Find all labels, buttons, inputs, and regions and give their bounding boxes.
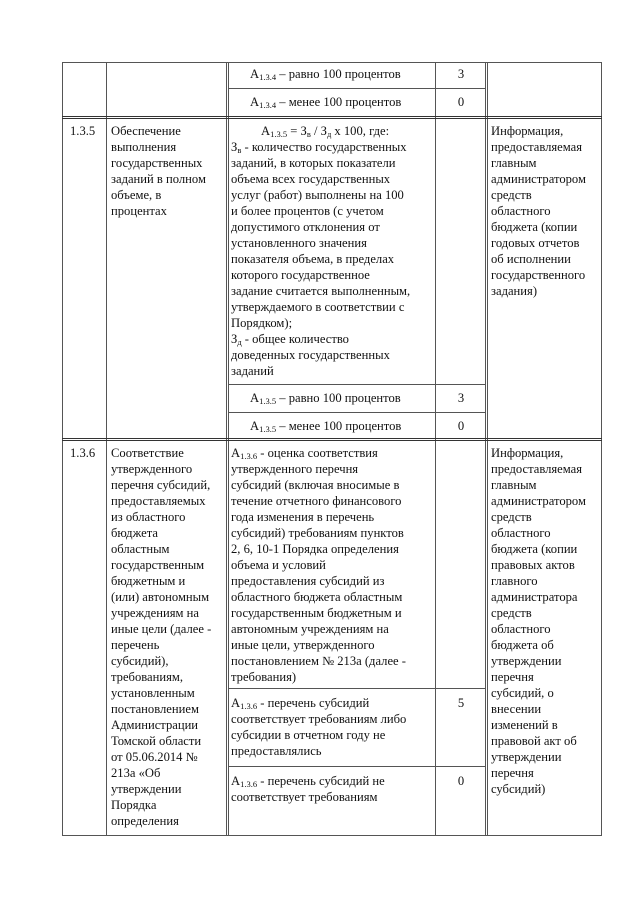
column-divider-score-right bbox=[485, 62, 488, 835]
table-top-border bbox=[62, 62, 602, 63]
row-divider bbox=[62, 118, 602, 119]
score-value: 3 bbox=[457, 391, 465, 405]
row-number: 1.3.5 bbox=[70, 124, 96, 138]
table-bottom-border bbox=[62, 835, 602, 836]
row-divider bbox=[229, 384, 486, 385]
table-border-left bbox=[62, 62, 63, 835]
row-number: 1.3.6 bbox=[70, 446, 96, 460]
row-divider bbox=[229, 688, 486, 689]
score-value: 5 bbox=[457, 696, 465, 710]
document-page: $А_{1.3.4}$ – равно 100 процентов 3 $А_{1.3.4}$ – менее 100 процентов 0 1.3.5 Обеспечение выполнения государственных заданий в полном объеме, в процентах $А_{1.3.5} = З_в / З_д$ х 100, где: $З_в$ - количество государственных заданий, в которых показатели объема всех государственных услуг (работ) выполнены на 100 и более процентов (с учетом допустимого отклонения от установленного значения показателя объема, в пределах которого государственное задание считается выполненным, утверждаемого в соответствии с Порядком); $З_д$ - общее количество доведенных государственных заданий Информация, предоставляемая главным администратором средств областного бюджета (копии годовых отчетов об исполнении государственного задания) $А_{1.3.5}$ – равно 100 процентов 3 $А_{1.3.5}$ – менее 100 процентов 0 1.3.6 Соответствие утвержденного перечня субсидий, предоставляемых из областного бюджета областным государственным бюджетным и (или) автономным учреждениям на иные цели (далее - перечень субсидий), требованиям, установленным постановлением Администрации Томской области от 05.06.2014 № 213а «Об утверждении Порядка определения $А_{1.3.6}$ - оценка соответствия утвержденного перечня субсидий (включая вносимые в течение отчетного финансового года изменения в перечень субсидий) требованиям пунктов 2, 6, 10-1 Порядка определения объема и условий предоставления субсидий из областного бюджета областным государственным бюджетным и автономным учреждениям на иные цели, утвержденного постановлением № 213а (далее - требования) Информация, предоставляемая главным администратором средств областного бюджета (копии правовых актов главного администратора средств областного бюджета об утверждении перечня субсидий, о внесении изменений в правовой акт об утверждении перечня субсидий) $А_{1.3.6}$ - перечень субсидий соответствует требованиям либо субсидии в отчетном году не предоставлялись 5 $А_{1.3.6}$ - перечень субсидий не соответствует требованиям 0 bbox=[0, 0, 640, 905]
row-divider bbox=[62, 440, 602, 441]
row-divider bbox=[62, 438, 602, 439]
column-divider-score-left bbox=[435, 62, 436, 835]
row-divider bbox=[229, 88, 486, 89]
row-divider bbox=[62, 116, 602, 117]
row-divider bbox=[229, 766, 486, 767]
score-value: 0 bbox=[457, 95, 465, 109]
score-value: 0 bbox=[457, 419, 465, 433]
criterion-value-text: $А_{1.3.4}$ – менее 100 процентов bbox=[250, 95, 402, 110]
score-value: 0 bbox=[457, 774, 465, 788]
criterion-value-text: $А_{1.3.5}$ – менее 100 процентов bbox=[250, 419, 402, 434]
criterion-value-text: $А_{1.3.4}$ – равно 100 процентов bbox=[250, 67, 401, 82]
table-border-right bbox=[601, 62, 602, 835]
column-divider-name bbox=[226, 62, 229, 835]
criterion-value-text: $А_{1.3.5}$ – равно 100 процентов bbox=[250, 391, 401, 406]
score-value: 3 bbox=[457, 67, 465, 81]
row-divider bbox=[229, 412, 486, 413]
column-divider-num bbox=[106, 62, 107, 835]
